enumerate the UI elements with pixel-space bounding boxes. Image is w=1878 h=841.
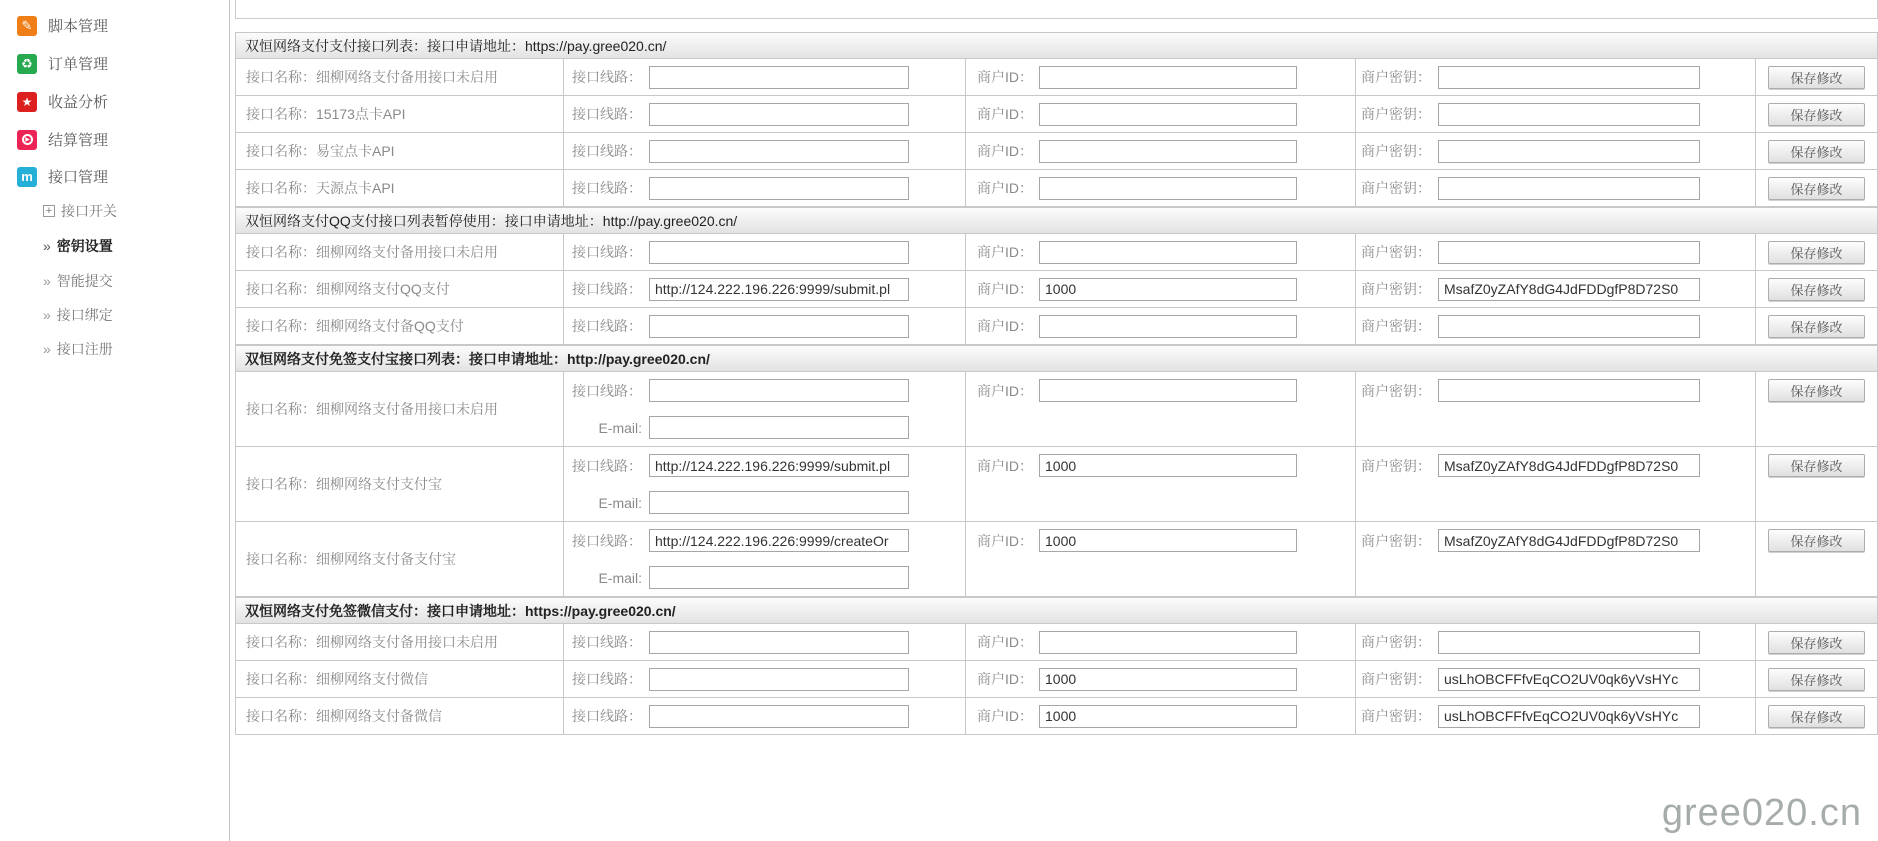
line-input[interactable] (649, 241, 909, 264)
sidebar-subitem-key-settings[interactable] (43, 236, 113, 256)
line-label: 接口线路： (572, 244, 642, 260)
section-header: 双恒网络支付支付接口列表：接口申请地址：https://pay.gree020.cn/ (235, 32, 1878, 59)
line-input[interactable] (649, 140, 909, 163)
letter-m-icon (17, 167, 37, 187)
interface-row (235, 170, 1878, 207)
merchant-id-label: 商户ID： (977, 143, 1033, 159)
merchant-id-label: 商户ID： (977, 106, 1033, 122)
line-label: 接口线路： (572, 532, 642, 549)
star-glyph: ★ (21, 94, 33, 109)
interface-name: 接口名称：易宝点卡API (236, 133, 564, 169)
line-input[interactable] (649, 177, 909, 200)
play-glyph: ▶ (22, 134, 33, 145)
line-label: 接口线路： (572, 69, 642, 85)
merchant-id-input[interactable] (1039, 241, 1297, 264)
sidebar-item-script-management[interactable] (17, 15, 108, 36)
merchant-key-label: 商户密钥： (1361, 244, 1431, 260)
sidebar (0, 0, 230, 841)
main-content (235, 0, 1878, 735)
save-button[interactable]: 保存修改 (1768, 278, 1865, 301)
merchant-key-input[interactable] (1438, 529, 1700, 552)
merchant-key-input[interactable] (1438, 177, 1700, 200)
section-header: 双恒网络支付免签微信支付：接口申请地址：https://pay.gree020.cn/ (235, 597, 1878, 624)
save-button[interactable]: 保存修改 (1768, 241, 1865, 264)
merchant-id-label: 商户ID： (977, 244, 1033, 260)
interface-name: 接口名称：天源点卡API (236, 170, 564, 206)
merchant-id-input[interactable] (1039, 315, 1297, 338)
line-input[interactable] (649, 631, 909, 654)
subitem-label: 智能提交 (56, 273, 113, 289)
interface-row (235, 522, 1878, 597)
line-input[interactable] (649, 315, 909, 338)
recycle-icon (17, 54, 37, 74)
pencil-icon (17, 16, 37, 36)
save-button[interactable]: 保存修改 (1768, 177, 1865, 200)
merchant-key-label: 商户密钥： (1361, 532, 1431, 549)
interface-row (235, 372, 1878, 447)
email-label: E-mail: (598, 419, 642, 436)
merchant-key-label: 商户密钥： (1361, 143, 1431, 159)
merchant-id-input[interactable] (1039, 668, 1297, 691)
merchant-id-input[interactable] (1039, 379, 1297, 402)
recycle-glyph: ♻ (21, 56, 33, 71)
merchant-id-input[interactable] (1039, 66, 1297, 89)
interface-name: 接口名称：细柳网络支付备微信 (236, 698, 564, 734)
save-button[interactable]: 保存修改 (1768, 379, 1865, 402)
email-input[interactable] (649, 416, 909, 439)
line-label: 接口线路： (572, 318, 642, 334)
email-input[interactable] (649, 491, 909, 514)
merchant-key-label: 商户密钥： (1361, 457, 1431, 474)
interface-name: 接口名称：细柳网络支付QQ支付 (236, 271, 564, 307)
merchant-key-input[interactable] (1438, 315, 1700, 338)
interface-row (235, 447, 1878, 522)
merchant-key-label: 商户密钥： (1361, 382, 1431, 399)
line-label: 接口线路： (572, 382, 642, 399)
line-label: 接口线路： (572, 457, 642, 474)
interface-name: 接口名称：15173点卡API (236, 96, 564, 132)
sidebar-item-settlement-management[interactable] (17, 129, 108, 150)
merchant-id-label: 商户ID： (977, 532, 1033, 549)
merchant-id-label: 商户ID： (977, 180, 1033, 196)
line-label: 接口线路： (572, 106, 642, 122)
section-pay-interfaces (235, 32, 1878, 207)
merchant-key-label: 商户密钥： (1361, 671, 1431, 687)
merchant-id-input[interactable] (1039, 140, 1297, 163)
line-label: 接口线路： (572, 708, 642, 724)
merchant-id-input[interactable] (1039, 454, 1297, 477)
sidebar-item-label: 收益分析 (48, 94, 109, 111)
section-header: 双恒网络支付QQ支付接口列表暂停使用：接口申请地址：http://pay.gree020.cn/ (235, 207, 1878, 234)
line-label: 接口线路： (572, 180, 642, 196)
interface-row (235, 234, 1878, 271)
line-label: 接口线路： (572, 281, 642, 297)
merchant-key-input[interactable] (1438, 379, 1700, 402)
line-label: 接口线路： (572, 671, 642, 687)
merchant-key-input[interactable] (1438, 103, 1700, 126)
merchant-key-input[interactable] (1438, 241, 1700, 264)
line-label: 接口线路： (572, 634, 642, 650)
line-input[interactable] (649, 103, 909, 126)
merchant-id-label: 商户ID： (977, 318, 1033, 334)
sidebar-subitem-interface-register[interactable] (43, 339, 113, 359)
chevrons-icon: » (43, 341, 51, 357)
pencil-glyph: ✎ (21, 18, 33, 33)
section-wechat-pay-interfaces (235, 597, 1878, 735)
sidebar-item-label: 结算管理 (48, 132, 109, 149)
line-input[interactable] (649, 668, 909, 691)
merchant-key-input[interactable] (1438, 66, 1700, 89)
merchant-id-label: 商户ID： (977, 671, 1033, 687)
chevrons-icon: » (43, 273, 51, 289)
star-icon (17, 92, 37, 112)
sidebar-item-order-management[interactable] (17, 53, 108, 74)
sidebar-item-interface-management[interactable] (17, 166, 108, 187)
chevrons-icon: » (43, 307, 51, 323)
line-label: 接口线路： (572, 143, 642, 159)
merchant-id-label: 商户ID： (977, 69, 1033, 85)
line-input[interactable] (649, 379, 909, 402)
email-label: E-mail: (598, 494, 642, 511)
interface-name: 接口名称：细柳网络支付备用接口未启用 (236, 624, 564, 660)
save-button[interactable]: 保存修改 (1768, 705, 1865, 728)
save-button[interactable]: 保存修改 (1768, 103, 1865, 126)
sidebar-subitem-interface-switch[interactable] (43, 201, 117, 221)
merchant-id-input[interactable] (1039, 103, 1297, 126)
merchant-key-input[interactable] (1438, 140, 1700, 163)
save-button[interactable]: 保存修改 (1768, 315, 1865, 338)
watermark: gree020.cn (1661, 792, 1862, 834)
save-button[interactable]: 保存修改 (1768, 631, 1865, 654)
merchant-key-input[interactable] (1438, 668, 1700, 691)
interface-name: 接口名称：细柳网络支付备用接口未启用 (236, 372, 564, 446)
merchant-key-label: 商户密钥： (1361, 281, 1431, 297)
interface-row (235, 698, 1878, 735)
plus-box-icon: + (43, 205, 55, 217)
merchant-id-label: 商户ID： (977, 708, 1033, 724)
merchant-key-input[interactable] (1438, 705, 1700, 728)
merchant-key-label: 商户密钥： (1361, 69, 1431, 85)
merchant-id-label: 商户ID： (977, 382, 1033, 399)
sidebar-subitem-smart-submit[interactable] (43, 271, 113, 291)
subitem-label: 接口绑定 (56, 307, 113, 323)
interface-row (235, 271, 1878, 308)
line-input[interactable] (649, 454, 909, 477)
interface-name: 接口名称：细柳网络支付备用接口未启用 (236, 234, 564, 270)
save-button[interactable]: 保存修改 (1768, 140, 1865, 163)
line-input[interactable] (649, 66, 909, 89)
merchant-key-label: 商户密钥： (1361, 634, 1431, 650)
interface-row (235, 661, 1878, 698)
letter-m-glyph: m (21, 169, 33, 184)
sidebar-item-label: 接口管理 (48, 169, 109, 186)
email-input[interactable] (649, 566, 909, 589)
merchant-id-label: 商户ID： (977, 457, 1033, 474)
subitem-label: 接口开关 (61, 203, 117, 219)
top-empty-bar (235, 0, 1878, 19)
subitem-label: 密钥设置 (56, 238, 113, 254)
line-input[interactable] (649, 529, 909, 552)
save-button[interactable]: 保存修改 (1768, 529, 1865, 552)
merchant-id-input[interactable] (1039, 631, 1297, 654)
merchant-key-label: 商户密钥： (1361, 106, 1431, 122)
merchant-id-label: 商户ID： (977, 634, 1033, 650)
merchant-key-label: 商户密钥： (1361, 180, 1431, 196)
line-input[interactable] (649, 705, 909, 728)
save-button[interactable]: 保存修改 (1768, 668, 1865, 691)
save-button[interactable]: 保存修改 (1768, 66, 1865, 89)
merchant-id-input[interactable] (1039, 278, 1297, 301)
interface-row (235, 96, 1878, 133)
merchant-key-label: 商户密钥： (1361, 318, 1431, 334)
interface-name: 接口名称：细柳网络支付支付宝 (236, 447, 564, 521)
sidebar-item-label: 订单管理 (48, 56, 109, 73)
section-qq-pay-interfaces (235, 207, 1878, 345)
interface-name: 接口名称：细柳网络支付备用接口未启用 (236, 59, 564, 95)
line-input[interactable] (649, 278, 909, 301)
interface-name: 接口名称：细柳网络支付微信 (236, 661, 564, 697)
sidebar-subitem-interface-binding[interactable] (43, 305, 113, 325)
interface-name: 接口名称：细柳网络支付备QQ支付 (236, 308, 564, 344)
merchant-id-input[interactable] (1039, 177, 1297, 200)
interface-row (235, 133, 1878, 170)
sidebar-item-revenue-analysis[interactable] (17, 91, 108, 112)
merchant-key-input[interactable] (1438, 454, 1700, 477)
interface-name: 接口名称：细柳网络支付备支付宝 (236, 522, 564, 596)
interface-row (235, 59, 1878, 96)
interface-row (235, 624, 1878, 661)
interface-row (235, 308, 1878, 345)
chevrons-icon: » (43, 238, 51, 254)
subitem-label: 接口注册 (56, 341, 113, 357)
section-alipay-interfaces (235, 345, 1878, 597)
merchant-key-input[interactable] (1438, 278, 1700, 301)
email-label: E-mail: (598, 569, 642, 586)
merchant-key-input[interactable] (1438, 631, 1700, 654)
sidebar-item-label: 脚本管理 (48, 18, 109, 35)
merchant-id-input[interactable] (1039, 529, 1297, 552)
merchant-key-label: 商户密钥： (1361, 708, 1431, 724)
merchant-id-input[interactable] (1039, 705, 1297, 728)
save-button[interactable]: 保存修改 (1768, 454, 1865, 477)
play-circle-icon (17, 130, 37, 150)
merchant-id-label: 商户ID： (977, 281, 1033, 297)
section-header: 双恒网络支付免签支付宝接口列表：接口申请地址：http://pay.gree020.cn/ (235, 345, 1878, 372)
